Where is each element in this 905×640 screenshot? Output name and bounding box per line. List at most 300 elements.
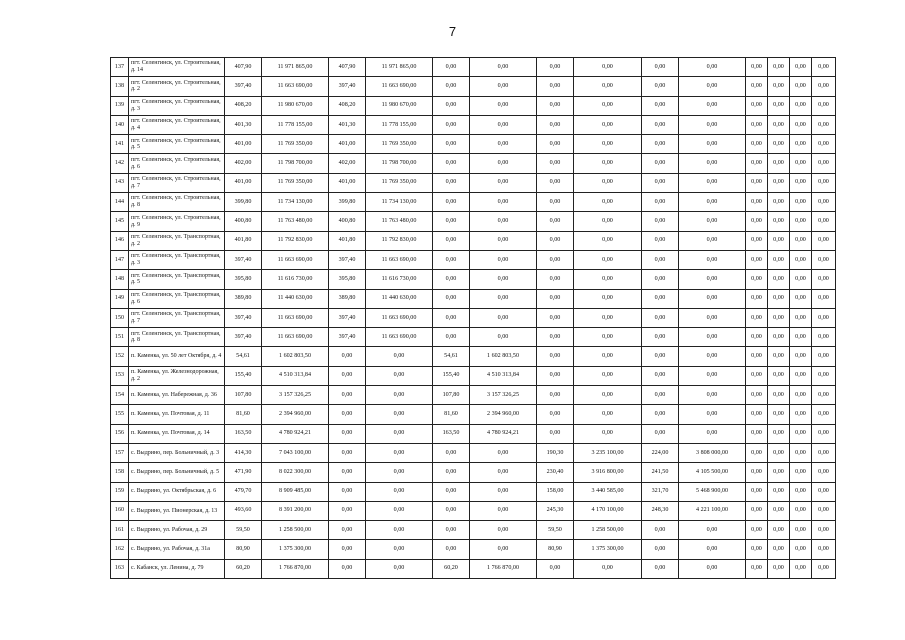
value-cell: 0,00 (768, 135, 790, 154)
row-number-cell: 137 (111, 58, 129, 77)
value-cell: 0,00 (537, 308, 574, 327)
value-cell: 0,00 (433, 58, 470, 77)
value-cell: 0,00 (746, 270, 768, 289)
value-cell: 0,00 (329, 521, 366, 540)
value-cell: 0,00 (574, 405, 642, 424)
value-cell: 11 663 690,00 (262, 250, 329, 269)
value-cell: 0,00 (790, 231, 812, 250)
value-cell: 321,70 (642, 482, 679, 501)
table-row (111, 328, 836, 347)
row-number-cell: 150 (111, 308, 129, 327)
row-number-cell: 141 (111, 135, 129, 154)
value-cell: 0,00 (433, 463, 470, 482)
value-cell: 0,00 (812, 424, 836, 443)
value-cell: 0,00 (768, 77, 790, 96)
value-cell: 8 391 200,00 (262, 501, 329, 520)
value-cell: 0,00 (470, 231, 537, 250)
value-cell: 11 769 350,00 (262, 135, 329, 154)
table-row (111, 270, 836, 289)
value-cell: 0,00 (537, 250, 574, 269)
value-cell: 0,00 (470, 521, 537, 540)
value-cell: 0,00 (537, 193, 574, 212)
value-cell: 155,40 (433, 366, 470, 385)
value-cell: 59,50 (537, 521, 574, 540)
row-number-cell: 159 (111, 482, 129, 501)
value-cell: 0,00 (470, 212, 537, 231)
value-cell: 0,00 (746, 96, 768, 115)
value-cell: 0,00 (679, 154, 746, 173)
value-cell: 0,00 (812, 443, 836, 462)
value-cell: 0,00 (366, 501, 433, 520)
value-cell: 4 780 924,21 (470, 424, 537, 443)
value-cell: 0,00 (642, 193, 679, 212)
value-cell: 0,00 (768, 386, 790, 405)
value-cell: 11 663 690,00 (366, 328, 433, 347)
value-cell: 0,00 (746, 231, 768, 250)
row-number-cell: 139 (111, 96, 129, 115)
row-number-cell: 158 (111, 463, 129, 482)
value-cell: 11 763 480,00 (262, 212, 329, 231)
value-cell: 0,00 (574, 77, 642, 96)
value-cell: 0,00 (433, 540, 470, 559)
value-cell: 0,00 (812, 154, 836, 173)
value-cell: 0,00 (574, 231, 642, 250)
value-cell: 5 468 900,00 (679, 482, 746, 501)
value-cell: 0,00 (679, 347, 746, 366)
value-cell: 0,00 (679, 366, 746, 385)
value-cell: 11 798 700,00 (262, 154, 329, 173)
value-cell: 0,00 (812, 405, 836, 424)
value-cell: 0,00 (470, 540, 537, 559)
value-cell: 0,00 (746, 135, 768, 154)
value-cell: 0,00 (790, 386, 812, 405)
value-cell: 0,00 (366, 443, 433, 462)
value-cell: 0,00 (679, 250, 746, 269)
value-cell: 0,00 (768, 501, 790, 520)
value-cell: 0,00 (537, 212, 574, 231)
value-cell: 0,00 (329, 424, 366, 443)
value-cell: 0,00 (574, 270, 642, 289)
value-cell: 0,00 (812, 193, 836, 212)
value-cell: 0,00 (470, 58, 537, 77)
value-cell: 1 602 803,50 (470, 347, 537, 366)
value-cell: 0,00 (679, 270, 746, 289)
value-cell: 0,00 (790, 77, 812, 96)
value-cell: 1 602 803,50 (262, 347, 329, 366)
value-cell: 0,00 (746, 443, 768, 462)
value-cell: 3 808 000,00 (679, 443, 746, 462)
value-cell: 0,00 (790, 289, 812, 308)
value-cell: 11 971 865,00 (366, 58, 433, 77)
value-cell: 0,00 (812, 212, 836, 231)
address-cell: пгт. Селенгинск, ул. Строительная, д. 6 (129, 154, 225, 173)
value-cell: 0,00 (642, 270, 679, 289)
row-number-cell: 144 (111, 193, 129, 212)
value-cell: 0,00 (679, 405, 746, 424)
value-cell: 0,00 (433, 115, 470, 134)
value-cell: 0,00 (642, 250, 679, 269)
value-cell: 0,00 (537, 96, 574, 115)
value-cell: 0,00 (790, 58, 812, 77)
value-cell: 0,00 (812, 347, 836, 366)
value-cell: 11 663 690,00 (366, 250, 433, 269)
value-cell: 401,00 (225, 135, 262, 154)
row-number-cell: 145 (111, 212, 129, 231)
value-cell: 0,00 (433, 328, 470, 347)
value-cell: 0,00 (470, 289, 537, 308)
value-cell: 0,00 (537, 270, 574, 289)
value-cell: 0,00 (642, 328, 679, 347)
value-cell: 3 235 100,00 (574, 443, 642, 462)
value-cell: 4 510 313,84 (262, 366, 329, 385)
value-cell: 0,00 (642, 308, 679, 327)
value-cell: 60,20 (225, 559, 262, 578)
value-cell: 0,00 (746, 521, 768, 540)
value-cell: 0,00 (679, 115, 746, 134)
value-cell: 0,00 (642, 96, 679, 115)
value-cell: 401,30 (329, 115, 366, 134)
value-cell: 0,00 (433, 154, 470, 173)
value-cell: 397,40 (225, 308, 262, 327)
value-cell: 0,00 (329, 540, 366, 559)
value-cell: 0,00 (433, 96, 470, 115)
value-cell: 11 734 130,00 (262, 193, 329, 212)
address-cell: пгт. Селенгинск, ул. Строительная, д. 8 (129, 193, 225, 212)
table-row (111, 250, 836, 269)
value-cell: 59,50 (225, 521, 262, 540)
housing-register-table (110, 57, 836, 579)
value-cell: 0,00 (768, 289, 790, 308)
address-cell: п. Каменка, ул. 50 лет Октября, д. 4 (129, 347, 225, 366)
value-cell: 11 769 350,00 (262, 173, 329, 192)
value-cell: 0,00 (812, 540, 836, 559)
value-cell: 0,00 (574, 173, 642, 192)
row-number-cell: 149 (111, 289, 129, 308)
value-cell: 397,40 (225, 250, 262, 269)
value-cell: 0,00 (537, 135, 574, 154)
value-cell: 402,00 (329, 154, 366, 173)
value-cell: 0,00 (746, 58, 768, 77)
address-cell: с. Выдрино, ул. Рабочая, д. 31а (129, 540, 225, 559)
address-cell: пгт. Селенгинск, ул. Строительная, д. 3 (129, 96, 225, 115)
value-cell: 0,00 (812, 289, 836, 308)
value-cell: 0,00 (574, 135, 642, 154)
value-cell: 0,00 (642, 347, 679, 366)
address-cell: п. Каменка, ул. Набережная, д. 36 (129, 386, 225, 405)
value-cell: 0,00 (366, 521, 433, 540)
value-cell: 408,20 (225, 96, 262, 115)
value-cell: 0,00 (642, 212, 679, 231)
address-cell: пгт. Селенгинск, ул. Строительная, д. 14 (129, 58, 225, 77)
row-number-cell: 160 (111, 501, 129, 520)
row-number-cell: 138 (111, 77, 129, 96)
value-cell: 0,00 (746, 559, 768, 578)
value-cell: 11 663 690,00 (262, 77, 329, 96)
value-cell: 0,00 (642, 77, 679, 96)
value-cell: 11 440 630,00 (366, 289, 433, 308)
value-cell: 0,00 (768, 231, 790, 250)
table-row (111, 405, 836, 424)
value-cell: 0,00 (470, 173, 537, 192)
value-cell: 0,00 (679, 521, 746, 540)
value-cell: 0,00 (790, 154, 812, 173)
value-cell: 0,00 (470, 193, 537, 212)
row-number-cell: 146 (111, 231, 129, 250)
value-cell: 0,00 (537, 559, 574, 578)
value-cell: 4 510 313,84 (470, 366, 537, 385)
value-cell: 0,00 (812, 96, 836, 115)
value-cell: 0,00 (433, 193, 470, 212)
value-cell: 0,00 (537, 366, 574, 385)
value-cell: 107,80 (433, 386, 470, 405)
table-row (111, 173, 836, 192)
table-row (111, 308, 836, 327)
table-row (111, 347, 836, 366)
row-number-cell: 142 (111, 154, 129, 173)
value-cell: 0,00 (768, 443, 790, 462)
value-cell: 11 769 350,00 (366, 135, 433, 154)
address-cell: пгт. Селенгинск, ул. Транспортная, д. 5 (129, 270, 225, 289)
address-cell: с. Выдрино, ул. Пионерская, д. 13 (129, 501, 225, 520)
value-cell: 0,00 (433, 289, 470, 308)
value-cell: 0,00 (679, 289, 746, 308)
value-cell: 395,80 (329, 270, 366, 289)
address-cell: пгт. Селенгинск, ул. Транспортная, д. 7 (129, 308, 225, 327)
value-cell: 0,00 (768, 521, 790, 540)
value-cell: 0,00 (642, 424, 679, 443)
table-row (111, 559, 836, 578)
value-cell: 0,00 (574, 115, 642, 134)
value-cell: 163,50 (433, 424, 470, 443)
value-cell: 0,00 (366, 424, 433, 443)
row-number-cell: 161 (111, 521, 129, 540)
value-cell: 0,00 (768, 540, 790, 559)
value-cell: 0,00 (768, 193, 790, 212)
address-cell: пгт. Селенгинск, ул. Строительная, д. 5 (129, 135, 225, 154)
value-cell: 0,00 (470, 443, 537, 462)
value-cell: 397,40 (329, 250, 366, 269)
value-cell: 0,00 (768, 250, 790, 269)
value-cell: 0,00 (746, 77, 768, 96)
value-cell: 0,00 (366, 347, 433, 366)
value-cell: 0,00 (537, 405, 574, 424)
value-cell: 389,80 (329, 289, 366, 308)
value-cell: 54,61 (433, 347, 470, 366)
value-cell: 1 258 500,00 (574, 521, 642, 540)
value-cell: 0,00 (790, 308, 812, 327)
value-cell: 0,00 (642, 58, 679, 77)
value-cell: 0,00 (812, 463, 836, 482)
value-cell: 0,00 (433, 173, 470, 192)
row-number-cell: 152 (111, 347, 129, 366)
row-number-cell: 163 (111, 559, 129, 578)
value-cell: 11 792 830,00 (366, 231, 433, 250)
value-cell: 0,00 (746, 463, 768, 482)
row-number-cell: 151 (111, 328, 129, 347)
value-cell: 0,00 (790, 347, 812, 366)
value-cell: 0,00 (642, 135, 679, 154)
table-row (111, 463, 836, 482)
value-cell: 0,00 (433, 443, 470, 462)
value-cell: 0,00 (574, 308, 642, 327)
value-cell: 0,00 (768, 58, 790, 77)
value-cell: 11 763 480,00 (366, 212, 433, 231)
value-cell: 0,00 (642, 540, 679, 559)
value-cell: 0,00 (746, 154, 768, 173)
value-cell: 0,00 (746, 366, 768, 385)
address-cell: пгт. Селенгинск, ул. Строительная, д. 2 (129, 77, 225, 96)
value-cell: 0,00 (679, 96, 746, 115)
value-cell: 4 780 924,21 (262, 424, 329, 443)
value-cell: 0,00 (329, 386, 366, 405)
value-cell: 11 616 730,00 (366, 270, 433, 289)
value-cell: 0,00 (574, 386, 642, 405)
address-cell: с. Выдрино, пер. Больничный, д. 5 (129, 463, 225, 482)
value-cell: 0,00 (768, 96, 790, 115)
value-cell: 241,50 (642, 463, 679, 482)
value-cell: 0,00 (768, 154, 790, 173)
value-cell: 0,00 (790, 115, 812, 134)
table-row (111, 521, 836, 540)
table-row (111, 289, 836, 308)
row-number-cell: 140 (111, 115, 129, 134)
value-cell: 0,00 (470, 154, 537, 173)
row-number-cell: 154 (111, 386, 129, 405)
row-number-cell: 156 (111, 424, 129, 443)
value-cell: 399,80 (329, 193, 366, 212)
value-cell: 0,00 (433, 250, 470, 269)
value-cell: 0,00 (679, 193, 746, 212)
value-cell: 0,00 (746, 328, 768, 347)
address-cell: пгт. Селенгинск, ул. Строительная, д. 9 (129, 212, 225, 231)
value-cell: 401,00 (329, 173, 366, 192)
address-cell: п. Каменка, ул. Железнодорожная, д. 2 (129, 366, 225, 385)
value-cell: 0,00 (679, 328, 746, 347)
value-cell: 2 394 960,00 (262, 405, 329, 424)
value-cell: 0,00 (537, 328, 574, 347)
value-cell: 0,00 (812, 501, 836, 520)
value-cell: 493,60 (225, 501, 262, 520)
value-cell: 402,00 (225, 154, 262, 173)
table-row (111, 58, 836, 77)
value-cell: 0,00 (679, 173, 746, 192)
value-cell: 0,00 (642, 559, 679, 578)
value-cell: 0,00 (812, 328, 836, 347)
value-cell: 0,00 (470, 135, 537, 154)
value-cell: 0,00 (574, 154, 642, 173)
value-cell: 7 043 100,00 (262, 443, 329, 462)
value-cell: 0,00 (768, 405, 790, 424)
value-cell: 3 440 585,00 (574, 482, 642, 501)
value-cell: 0,00 (470, 501, 537, 520)
value-cell: 0,00 (366, 540, 433, 559)
value-cell: 0,00 (642, 289, 679, 308)
value-cell: 0,00 (537, 173, 574, 192)
value-cell: 0,00 (790, 212, 812, 231)
value-cell: 0,00 (790, 193, 812, 212)
value-cell: 0,00 (433, 212, 470, 231)
value-cell: 11 663 690,00 (262, 328, 329, 347)
value-cell: 0,00 (574, 96, 642, 115)
value-cell: 0,00 (433, 521, 470, 540)
value-cell: 0,00 (366, 559, 433, 578)
value-cell: 0,00 (812, 115, 836, 134)
value-cell: 0,00 (537, 386, 574, 405)
value-cell: 471,90 (225, 463, 262, 482)
value-cell: 397,40 (329, 308, 366, 327)
value-cell: 0,00 (642, 366, 679, 385)
address-cell: с. Выдрино, ул. Рабочая, д. 29 (129, 521, 225, 540)
value-cell: 0,00 (537, 231, 574, 250)
value-cell: 0,00 (537, 347, 574, 366)
value-cell: 1 766 870,00 (470, 559, 537, 578)
value-cell: 0,00 (812, 482, 836, 501)
value-cell: 0,00 (812, 231, 836, 250)
table-row (111, 115, 836, 134)
row-number-cell: 148 (111, 270, 129, 289)
value-cell: 0,00 (768, 270, 790, 289)
value-cell: 0,00 (812, 308, 836, 327)
value-cell: 0,00 (746, 424, 768, 443)
value-cell: 0,00 (790, 501, 812, 520)
value-cell: 0,00 (470, 115, 537, 134)
value-cell: 0,00 (470, 308, 537, 327)
value-cell: 0,00 (574, 289, 642, 308)
value-cell: 0,00 (790, 482, 812, 501)
value-cell: 8 022 300,00 (262, 463, 329, 482)
value-cell: 0,00 (768, 308, 790, 327)
value-cell: 0,00 (329, 501, 366, 520)
value-cell: 0,00 (679, 386, 746, 405)
value-cell: 0,00 (574, 559, 642, 578)
value-cell: 163,50 (225, 424, 262, 443)
value-cell: 0,00 (329, 366, 366, 385)
value-cell: 0,00 (746, 115, 768, 134)
value-cell: 0,00 (812, 270, 836, 289)
value-cell: 0,00 (366, 482, 433, 501)
value-cell: 2 394 960,00 (470, 405, 537, 424)
table-row (111, 154, 836, 173)
value-cell: 0,00 (768, 173, 790, 192)
row-number-cell: 143 (111, 173, 129, 192)
value-cell: 0,00 (746, 501, 768, 520)
value-cell: 0,00 (574, 212, 642, 231)
address-cell: пгт. Селенгинск, ул. Строительная, д. 7 (129, 173, 225, 192)
value-cell: 0,00 (746, 386, 768, 405)
value-cell: 0,00 (790, 405, 812, 424)
value-cell: 401,00 (329, 135, 366, 154)
value-cell: 0,00 (790, 443, 812, 462)
value-cell: 11 778 155,00 (262, 115, 329, 134)
value-cell: 11 980 670,00 (366, 96, 433, 115)
value-cell: 408,20 (329, 96, 366, 115)
value-cell: 0,00 (470, 482, 537, 501)
value-cell: 1 375 300,00 (574, 540, 642, 559)
value-cell: 0,00 (679, 559, 746, 578)
value-cell: 11 616 730,00 (262, 270, 329, 289)
value-cell: 0,00 (574, 424, 642, 443)
value-cell: 400,80 (329, 212, 366, 231)
value-cell: 401,00 (225, 173, 262, 192)
value-cell: 0,00 (790, 328, 812, 347)
address-cell: п. Каменка, ул. Почтовая, д. 14 (129, 424, 225, 443)
value-cell: 0,00 (790, 559, 812, 578)
row-number-cell: 162 (111, 540, 129, 559)
value-cell: 3 916 800,00 (574, 463, 642, 482)
value-cell: 395,80 (225, 270, 262, 289)
value-cell: 0,00 (470, 96, 537, 115)
value-cell: 0,00 (433, 77, 470, 96)
